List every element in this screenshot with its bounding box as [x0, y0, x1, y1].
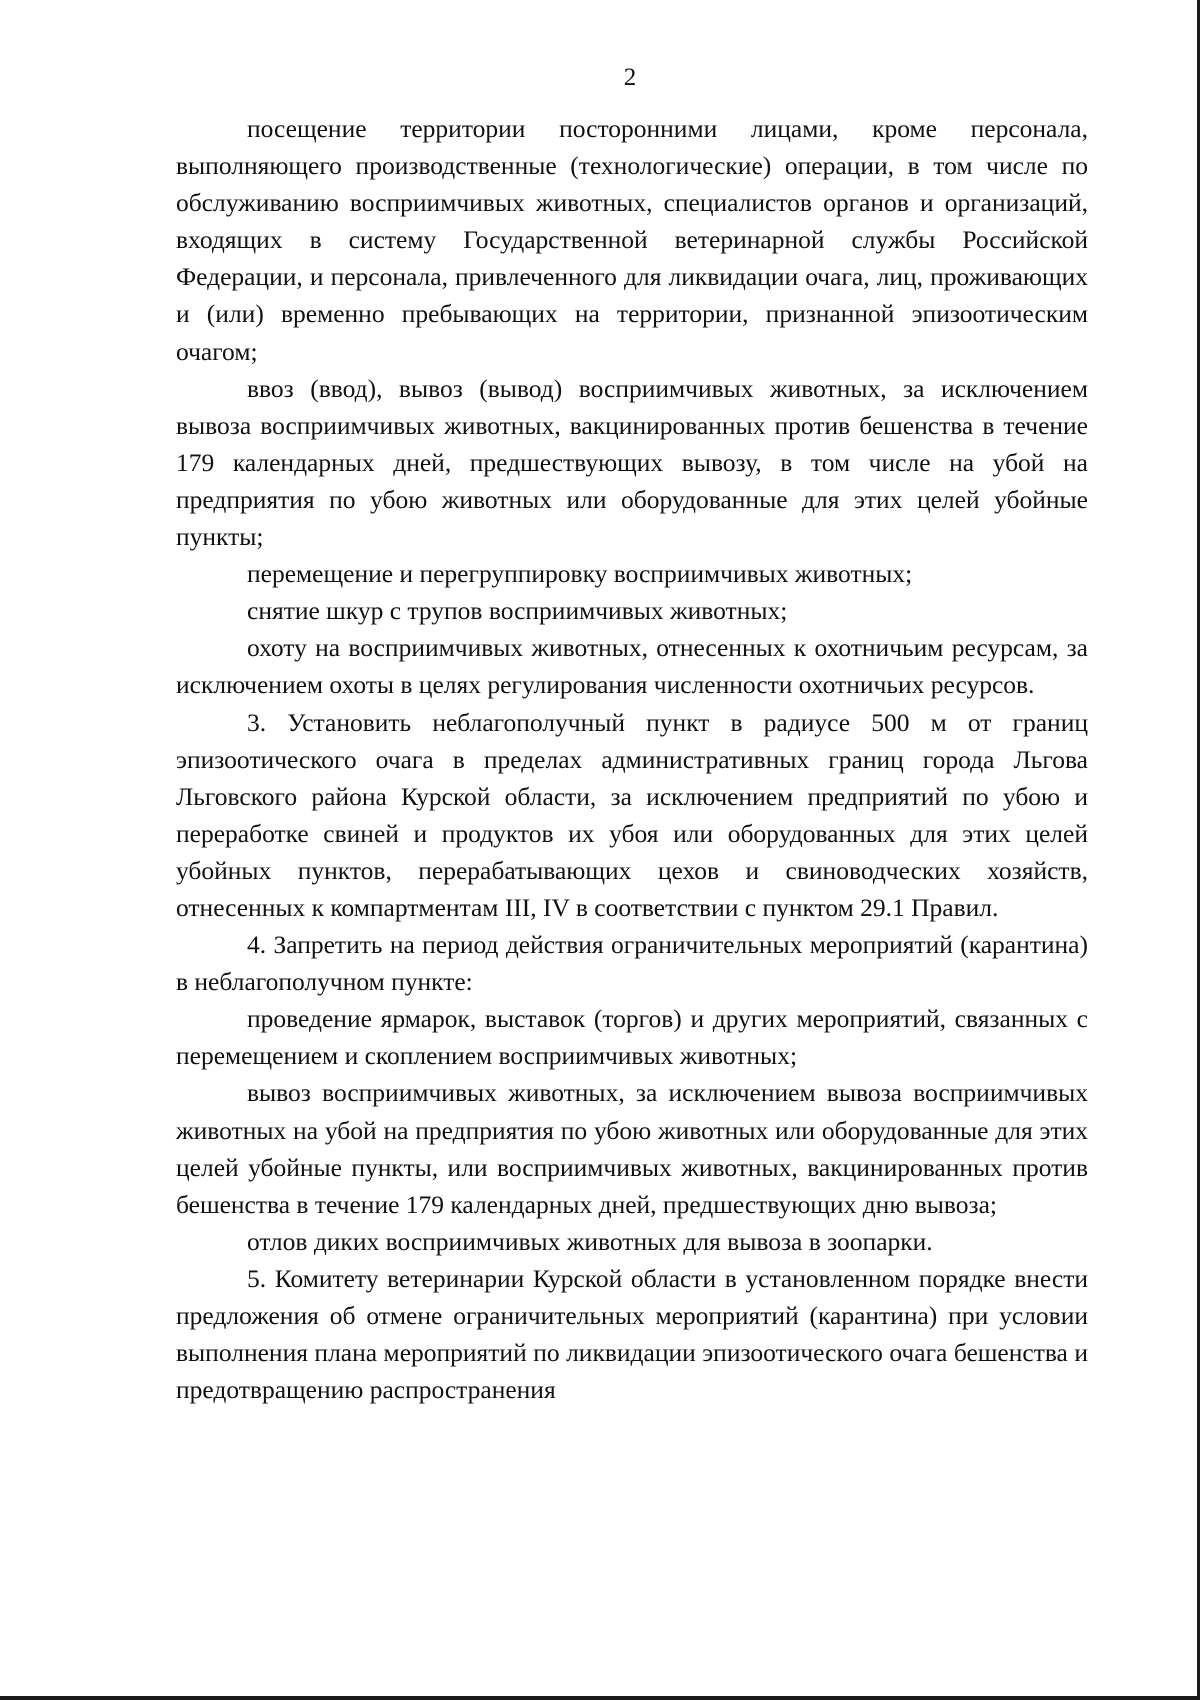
document-body	[176, 110, 1088, 1408]
paragraph-hunting: охоту на восприимчивых животных, отнесенных к охотничьим ресурсам, за исключением охоты в целях регулирования численности охотничьих ресурсов.	[176, 633, 1088, 700]
paragraph-capture: отлов диких восприимчивых животных для вывоза в зоопарки.	[247, 1226, 933, 1256]
paragraph-item-5: 5. Комитету ветеринарии Курской области в установленном порядке внести предложения об отмене ограничительных мероприятий (карантина) при условии выполнения плана мероприятий по ликвидации эпизоотического очага бешенства и предотвращению распространения	[176, 1263, 1088, 1405]
page-number: 2	[623, 64, 637, 91]
paragraph-import-export: ввоз (ввод), вывоз (вывод) восприимчивых животных, за исключением вывоза восприимчивых животных, вакцинированных против бешенства в течение 179 календарных дней, предшествующих вывозу, в том числе на убой на предприятия по убою животных или оборудованные для этих целей убойные пункты;	[176, 373, 1088, 552]
paragraph-relocation: перемещение и перегруппировку восприимчивых животных;	[247, 559, 913, 589]
scan-edge-bottom	[0, 1696, 1200, 1700]
paragraph-fairs: проведение ярмарок, выставок (торгов) и других мероприятий, связанных с перемещением и скоплением восприимчивых животных;	[176, 1004, 1088, 1071]
paragraph-export-animals: вывоз восприимчивых животных, за исключением вывоза восприимчивых животных на убой на предприятия по убою животных или оборудованные для этих целей убойные пункты, или восприимчивых животных, вакцинированных против бешенства в течение 179 календарных дней, предшествующих дню вывоза;	[176, 1078, 1088, 1219]
paragraph-item-3: 3. Установить неблагополучный пункт в радиусе 500 м от границ эпизоотического очага в пределах административных границ города Льгова Льговского района Курской области, за исключением предприятий по убою и переработке свиней и продуктов их убоя или оборудованных для этих целей убойных пунктов, перерабатывающих цехов и свиноводческих хозяйств, отнесенных к компартментам III, IV в соответствии с пунктом 29.1 Правил.	[176, 707, 1088, 922]
paragraph-item-4: 4. Запретить на период действия ограничительных мероприятий (карантина) в неблагополучном пункте:	[176, 930, 1088, 997]
paragraph-visit-restriction: посещение территории посторонними лицами, кроме персонала, выполняющего производственные (технологические) операции, в том числе по обслуживанию восприимчивых животных, специалистов органов и организаций, входящих в систему Государственной ветеринарной службы Российской Федерации, и персонала, привлеченного для ликвидации очага, лиц, проживающих и (или) временно пребывающих на территории, признанной эпизоотическим очагом;	[176, 114, 1088, 366]
paragraph-skinning: снятие шкур с трупов восприимчивых животных;	[247, 596, 788, 626]
